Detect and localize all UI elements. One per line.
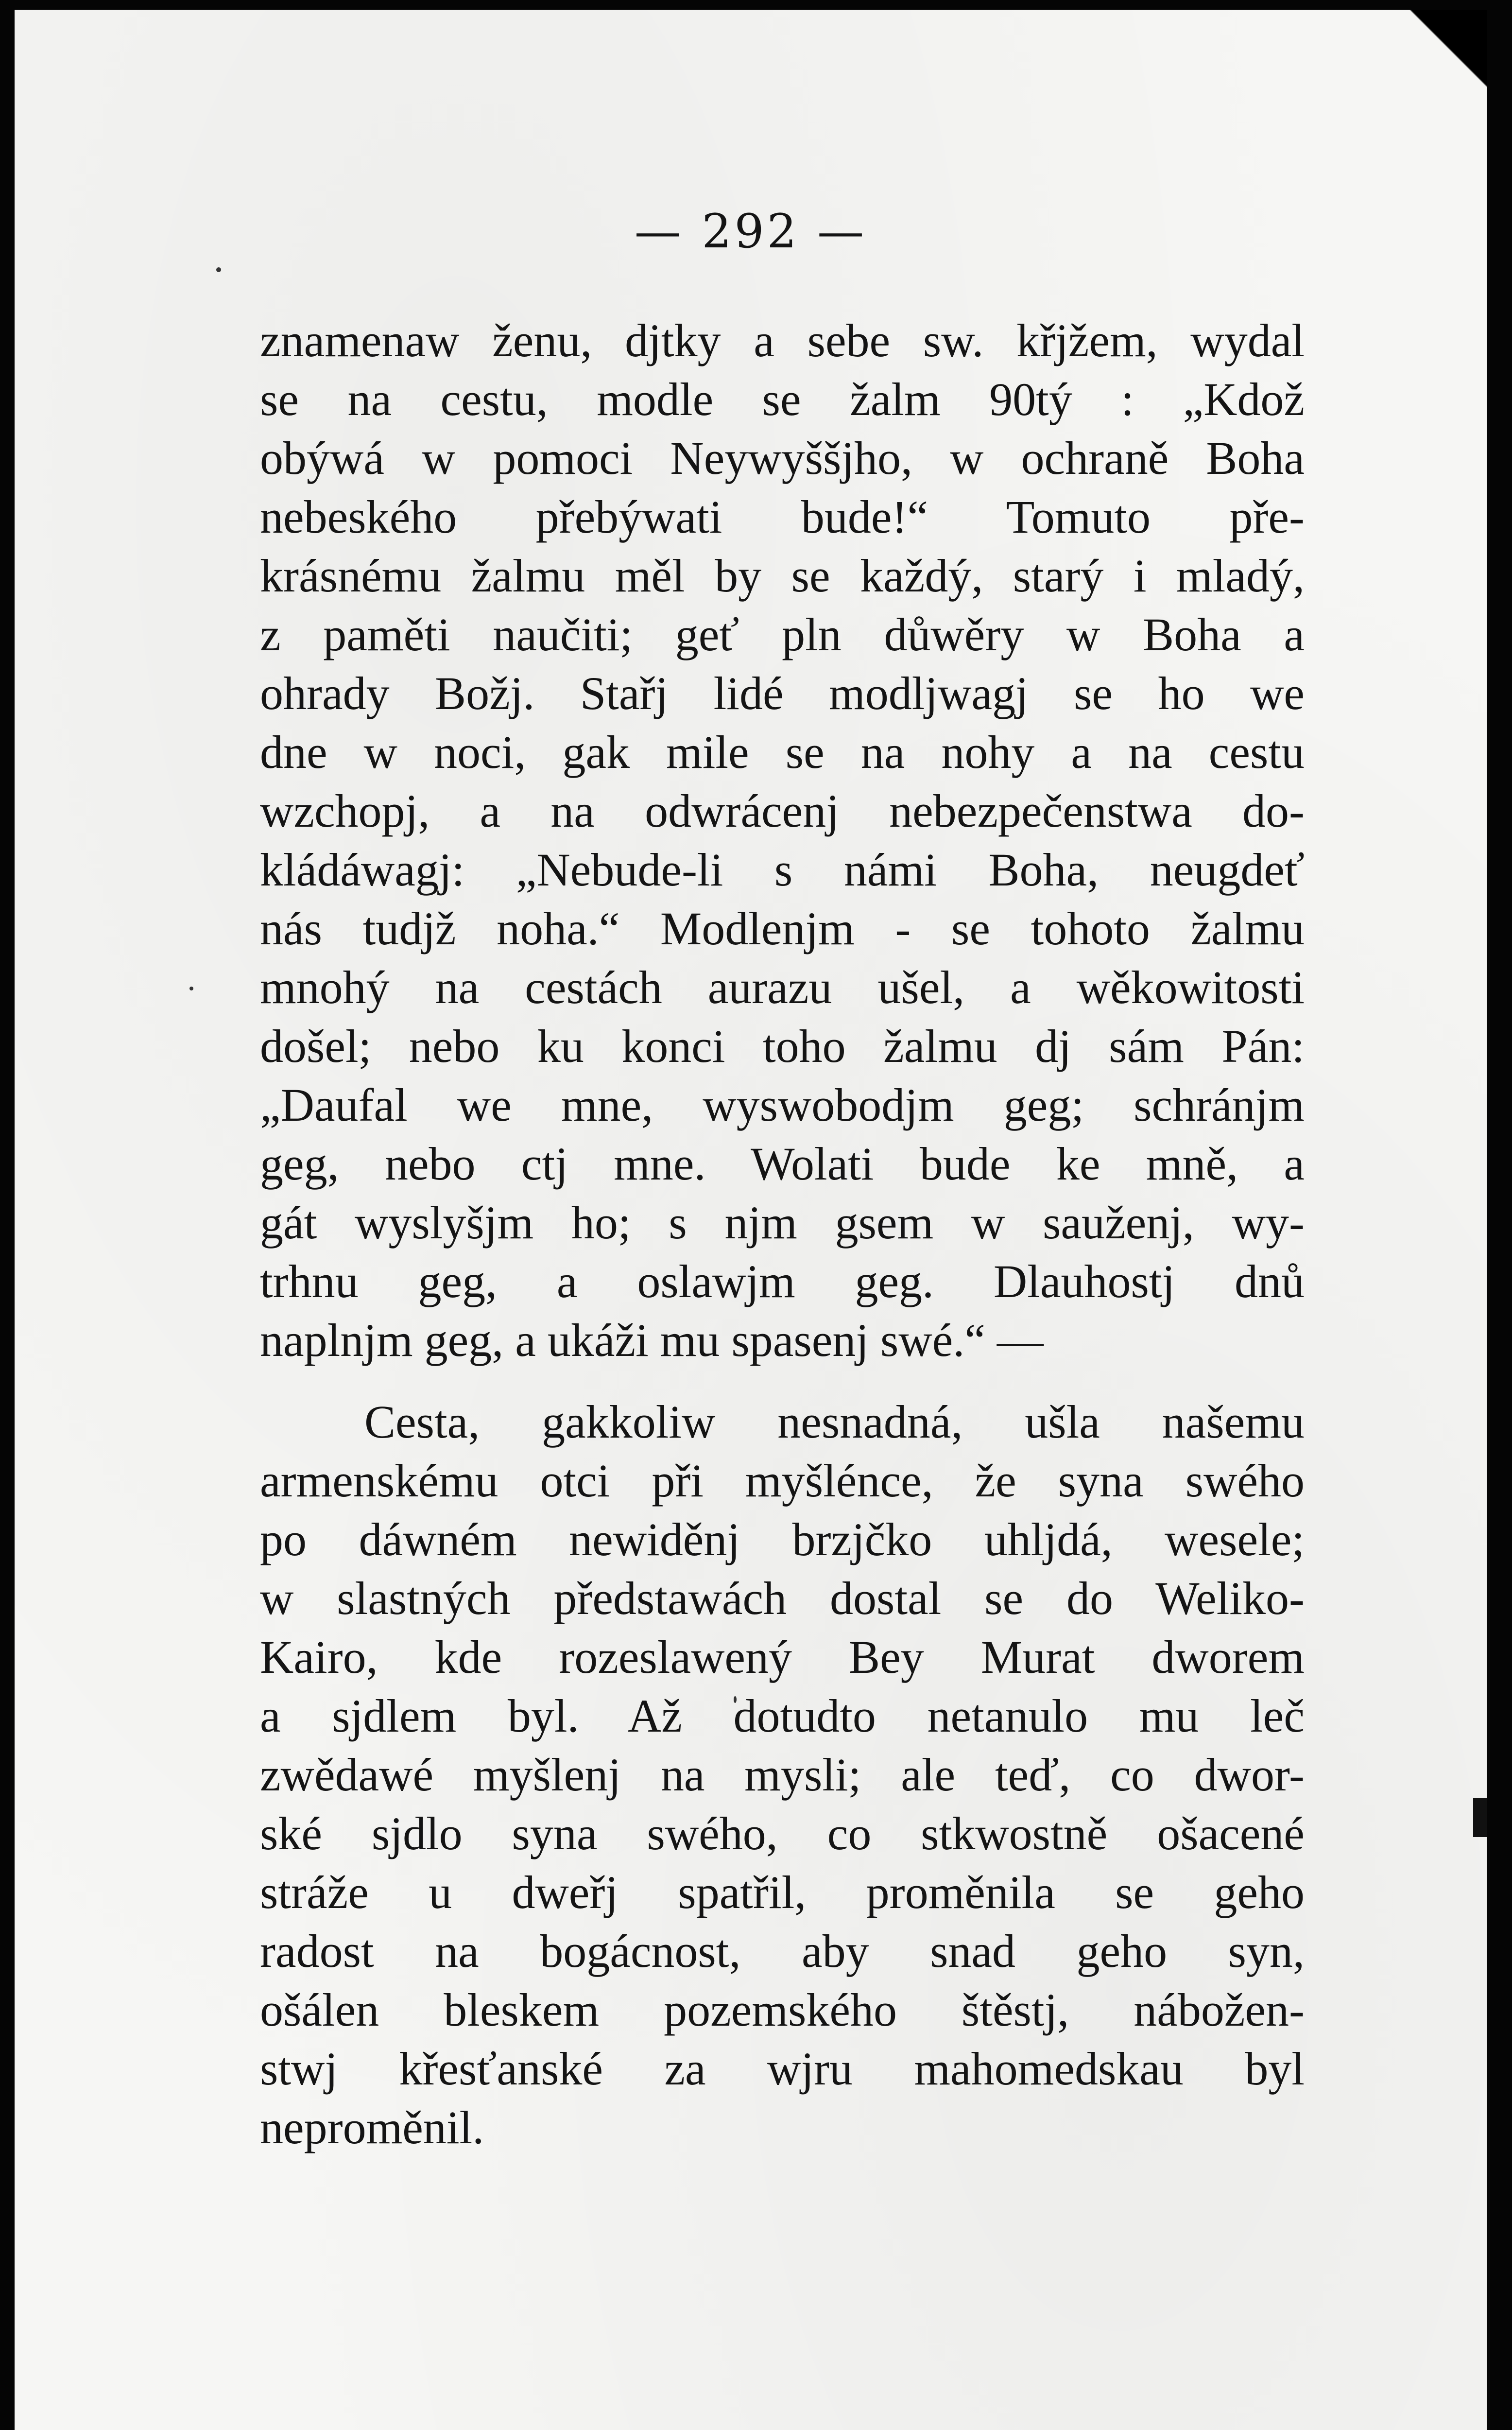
paragraph-1: [260, 311, 1305, 1370]
text-line: znamenaw ženu, djtky a sebe sw. křjžem, wydal: [260, 314, 1305, 366]
book-page: [15, 10, 1487, 2430]
text-line: z paměti naučiti; geť pln důwěry w Boha a: [260, 608, 1305, 660]
text-line: kládáwagj: „Nebude-li s námi Boha, neugdeť: [260, 844, 1305, 896]
ink-speck: [216, 267, 221, 272]
text-line: krásnému žalmu měl by se každý, starý i mladý,: [260, 550, 1305, 602]
ink-speck: [189, 987, 193, 990]
text-line: naplnjm geg, a ukáži mu spasenj swé.“ —: [260, 1314, 1044, 1366]
text-line: Cesta, gakkoliw nesnadná, ušla našemu: [364, 1396, 1305, 1448]
page-number: — 292 —: [634, 204, 867, 259]
text-line: stráže u dweřj spatřil, proměnila se geho: [260, 1866, 1305, 1918]
text-line: zwědawé myšlenj na mysli; ale teď, co dwor-: [260, 1749, 1305, 1801]
text-line: po dáwném newiděnj brzjčko uhljdá, wesele;: [260, 1513, 1305, 1565]
text-line: radost na bogácnost, aby snad geho syn,: [260, 1925, 1305, 1977]
text-line: dne w noci, gak mile se na nohy a na cestu: [260, 726, 1305, 778]
text-line: nebeského přebýwati bude!“ Tomuto pře-: [260, 491, 1305, 543]
text-line: neproměnil.: [260, 2101, 484, 2153]
text-line: stwj křesťanské za wjru mahomedskau byl: [260, 2043, 1305, 2095]
text-line: gát wyslyšjm ho; s njm gsem w sauženj, wy-: [260, 1197, 1305, 1249]
text-line: obýwá w pomoci Neywyššjho, w ochraně Boha: [260, 432, 1305, 484]
text-line: a sjdlem byl. Až dotudto netanulo mu leč: [260, 1690, 1305, 1742]
text-line: ohrady Božj. Stařj lidé modljwagj se ho we: [260, 667, 1305, 719]
text-line: ské sjdlo syna swého, co stkwostně ošacené: [260, 1807, 1305, 1859]
paragraph-2: [260, 1392, 1305, 2157]
text-line: mnohý na cestách aurazu ušel, a wěkowitosti: [260, 961, 1305, 1013]
text-line: trhnu geg, a oslawjm geg. Dlauhostj dnů: [260, 1255, 1305, 1307]
page-edge-mark: [1473, 1798, 1487, 1837]
text-line: armenskému otci při myšlénce, že syna swého: [260, 1455, 1305, 1507]
dark-corner-fold: [1385, 10, 1487, 107]
text-line: geg, nebo ctj mne. Wolati bude ke mně, a: [260, 1138, 1305, 1190]
text-line: wzchopj, a na odwrácenj nebezpečenstwa do-: [260, 785, 1305, 837]
text-line: nás tudjž noha.“ Modlenjm - se tohoto žalmu: [260, 903, 1305, 955]
text-line: w slastných předstawách dostal se do Weliko-: [260, 1572, 1305, 1624]
text-line: Kairo, kde rozeslawený Bey Murat dworem: [260, 1631, 1305, 1683]
text-line: se na cestu, modle se žalm 90tý : „Kdož: [260, 373, 1305, 425]
text-line: došel; nebo ku konci toho žalmu dj sám Pán:: [260, 1020, 1305, 1072]
text-line: ošálen bleskem pozemského štěstj, nábožen-: [260, 1984, 1305, 2036]
text-line: „Daufal we mne, wyswobodjm geg; schránjm: [260, 1079, 1305, 1131]
